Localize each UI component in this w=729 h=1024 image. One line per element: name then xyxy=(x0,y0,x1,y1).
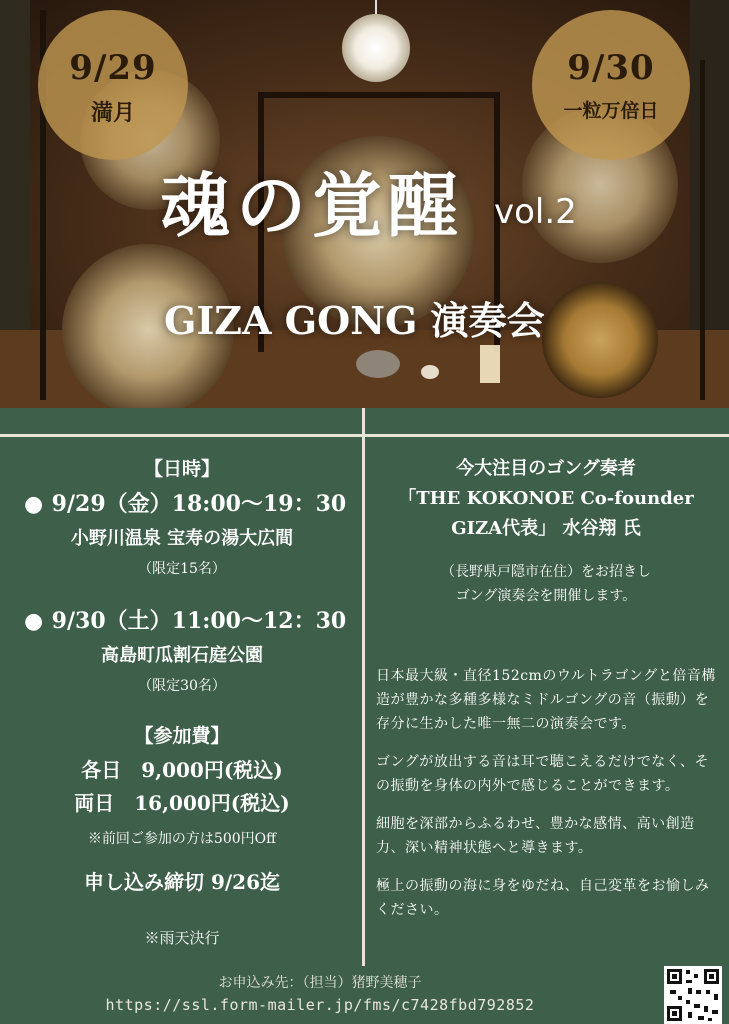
slot-2-datetime-text: 9/30（土）11:00～12：30 xyxy=(51,608,347,634)
slot-1-datetime-text: 9/29（金）18:00～19：30 xyxy=(51,491,347,517)
slot-1-capacity: （限定15名） xyxy=(138,561,226,577)
slot-2-capacity: （限定30名） xyxy=(138,678,226,694)
date-badge-left xyxy=(38,10,188,160)
deadline: 申し込み締切 9/26迄 xyxy=(83,870,280,894)
description-paragraph: 極上の振動の海に身をゆだね、自己変革をお愉しみください。 xyxy=(376,878,710,918)
details-panel xyxy=(0,408,729,966)
qr-code-icon[interactable] xyxy=(664,966,722,1024)
slot-1-datetime xyxy=(10,487,354,518)
description-column xyxy=(376,454,716,922)
date-badge-right-date: 9/30 xyxy=(567,48,655,88)
hero-photo xyxy=(0,0,729,408)
event-title: 魂の覚醒 xyxy=(160,164,464,247)
date-badge-left-date: 9/29 xyxy=(69,48,157,88)
schedule-column xyxy=(10,454,354,948)
fee-each-day: 各日 9,000円(税込) xyxy=(81,758,283,782)
fee-heading: 【参加費】 xyxy=(134,725,230,747)
rain-note: ※雨天決行 xyxy=(144,929,220,947)
event-subtitle: GIZA GONG 演奏会 xyxy=(164,298,545,343)
event-volume: vol.2 xyxy=(494,192,577,232)
description-paragraph: 細胞を深部からふるわせ、豊かな感情、高い創造力、深い精神状態へと導きます。 xyxy=(376,816,695,856)
contact-person: お申込み先：（担当）猪野美穂子 xyxy=(218,975,422,991)
fee-note: ※前回ご参加の方は500円Off xyxy=(87,831,277,847)
invite-line-1: （長野県戸隠市在住）をお招きし xyxy=(441,564,651,580)
schedule-heading: 【日時】 xyxy=(143,458,220,480)
slot-2-venue: 高島町瓜割石庭公園 xyxy=(101,645,263,666)
slot-2-datetime xyxy=(10,604,354,635)
performer-line-2: 「THE KOKONOE Co-founder xyxy=(398,488,694,509)
fee-both-days: 両日 16,000円(税込) xyxy=(74,791,290,815)
date-badge-left-label: 満月 xyxy=(90,100,135,126)
footer xyxy=(0,966,729,1024)
bullet-icon: ● xyxy=(24,608,44,634)
date-badge-right xyxy=(532,10,690,160)
invite-line-2: ゴング演奏会を開催します。 xyxy=(455,588,637,604)
application-url[interactable]: https://ssl.form-mailer.jp/fms/c7428fbd792852 xyxy=(105,996,535,1014)
description-paragraph: 日本最大級・直径152cmのウルトラゴングと倍音構造が豊かな多種多様なミドルゴングの音（振動）を存分に生かした唯一無二の演奏会です。 xyxy=(376,668,716,732)
date-badge-right-label: 一粒万倍日 xyxy=(563,100,659,122)
performer-line-3: GIZA代表」 水谷翔 氏 xyxy=(451,518,641,539)
description-paragraph: ゴングが放出する音は耳で聴こえるだけでなく、その振動を身体の内外で感じることができます。 xyxy=(376,754,709,794)
bullet-icon: ● xyxy=(24,491,44,517)
divider-vertical xyxy=(362,408,365,966)
invite-text xyxy=(376,560,716,608)
slot-1-venue: 小野川温泉 宝寿の湯大広間 xyxy=(70,528,294,549)
performer-line-1: 今大注目のゴング奏者 xyxy=(456,458,636,479)
